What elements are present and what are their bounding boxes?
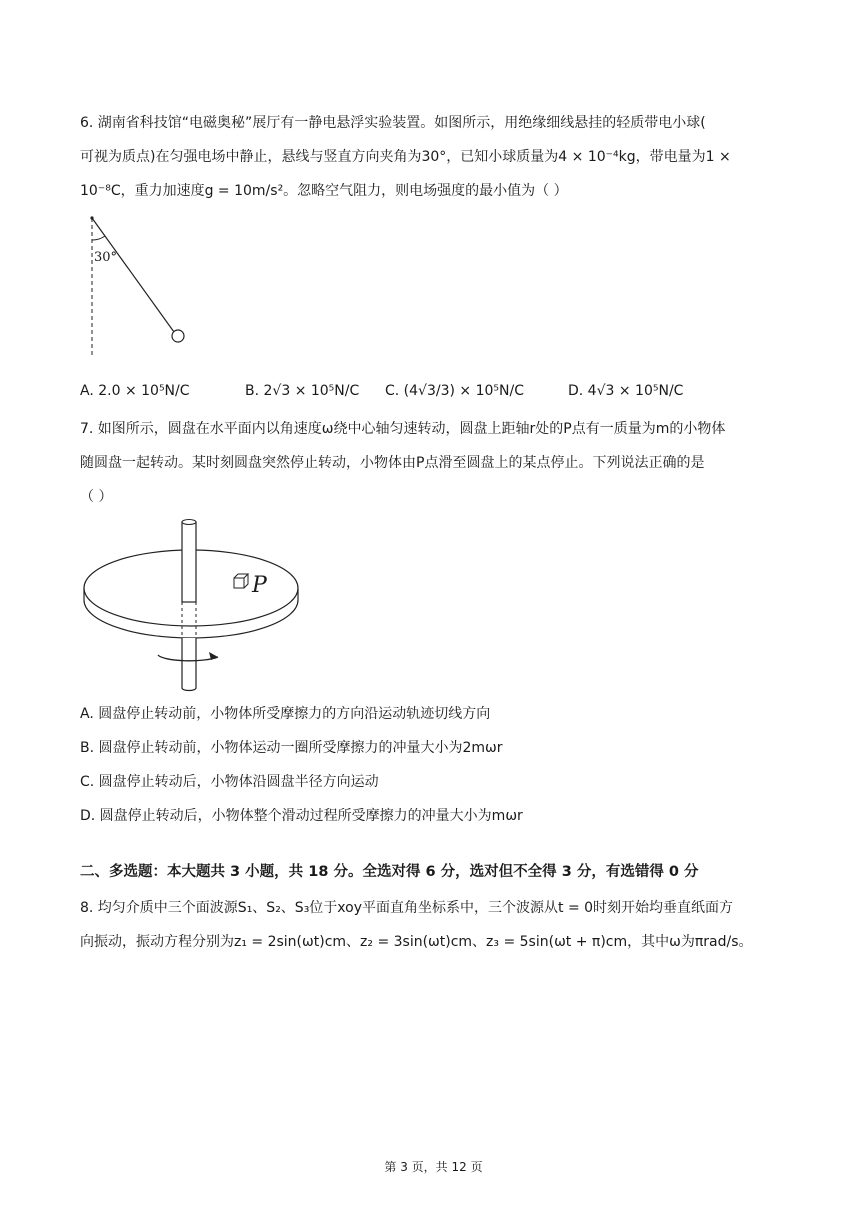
- q6-line-1: 6. 湖南省科技馆“电磁奥秘”展厅有一静电悬浮实验装置。如图所示，用绝缘细线悬挂的轻质带电小球(: [80, 115, 706, 131]
- q6-line-2: 可视为质点)在匀强电场中静止，悬线与竖直方向夹角为30°，已知小球质量为4 × 10⁻⁴kg，带电量为1 ×: [80, 149, 731, 165]
- page-footer: 第 3 页，共 12 页: [384, 1160, 483, 1174]
- angle-arc: [92, 236, 105, 240]
- q6-option-a: A. 2.0 × 10⁵N/C: [80, 383, 190, 399]
- q8-line-1: 8. 均匀介质中三个面波源S₁、S₂、S₃位于xoy平面直角坐标系中，三个波源从t = 0时刻开始均垂直纸面方: [80, 900, 734, 916]
- q7-option-a: A. 圆盘停止转动前，小物体所受摩擦力的方向沿运动轨迹切线方向: [80, 706, 491, 722]
- q6-option-c: C. (4√3/3) × 10⁵N/C: [385, 383, 524, 399]
- section-heading-multiple-choice: 二、多选题：本大题共 3 小题，共 18 分。全选对得 6 分，选对但不全得 3 分，有选错得 0 分: [80, 864, 699, 880]
- q7-line-1: 7. 如图所示，圆盘在水平面内以角速度ω绕中心轴匀速转动，圆盘上距轴r处的P点有一质量为m的小物体: [80, 421, 726, 437]
- pivot-point: [90, 216, 93, 219]
- q7-option-c: C. 圆盘停止转动后，小物体沿圆盘半径方向运动: [80, 774, 379, 790]
- q7-option-d: D. 圆盘停止转动后，小物体整个滑动过程所受摩擦力的冲量大小为mωr: [80, 808, 523, 824]
- axle-top: [182, 522, 196, 602]
- point-p-label: P: [252, 573, 267, 598]
- charged-ball: [172, 330, 184, 342]
- q7-line-3: （ ）: [80, 489, 113, 505]
- axle-bottom: [182, 638, 196, 691]
- disc-figure: [78, 516, 308, 696]
- pendulum-string: [92, 218, 174, 332]
- angle-label: 30°: [94, 250, 118, 265]
- q7-line-2: 随圆盘一起转动。某时刻圆盘突然停止转动，小物体由P点滑至圆盘上的某点停止。下列说法正确的是: [80, 455, 705, 471]
- q7-option-b: B. 圆盘停止转动前，小物体运动一圈所受摩擦力的冲量大小为2mωr: [80, 740, 503, 756]
- q6-option-b: B. 2√3 × 10⁵N/C: [245, 383, 360, 399]
- pendulum-figure: [80, 210, 200, 360]
- q8-line-2: 向振动，振动方程分别为z₁ = 2sin(ωt)cm、z₂ = 3sin(ωt)cm、z₃ = 5sin(ωt + π)cm，其中ω为πrad/s。: [80, 934, 753, 950]
- q6-option-d: D. 4√3 × 10⁵N/C: [568, 383, 684, 399]
- q6-line-3: 10⁻⁸C，重力加速度g = 10m/s²。忽略空气阻力，则电场强度的最小值为（ ）: [80, 183, 568, 199]
